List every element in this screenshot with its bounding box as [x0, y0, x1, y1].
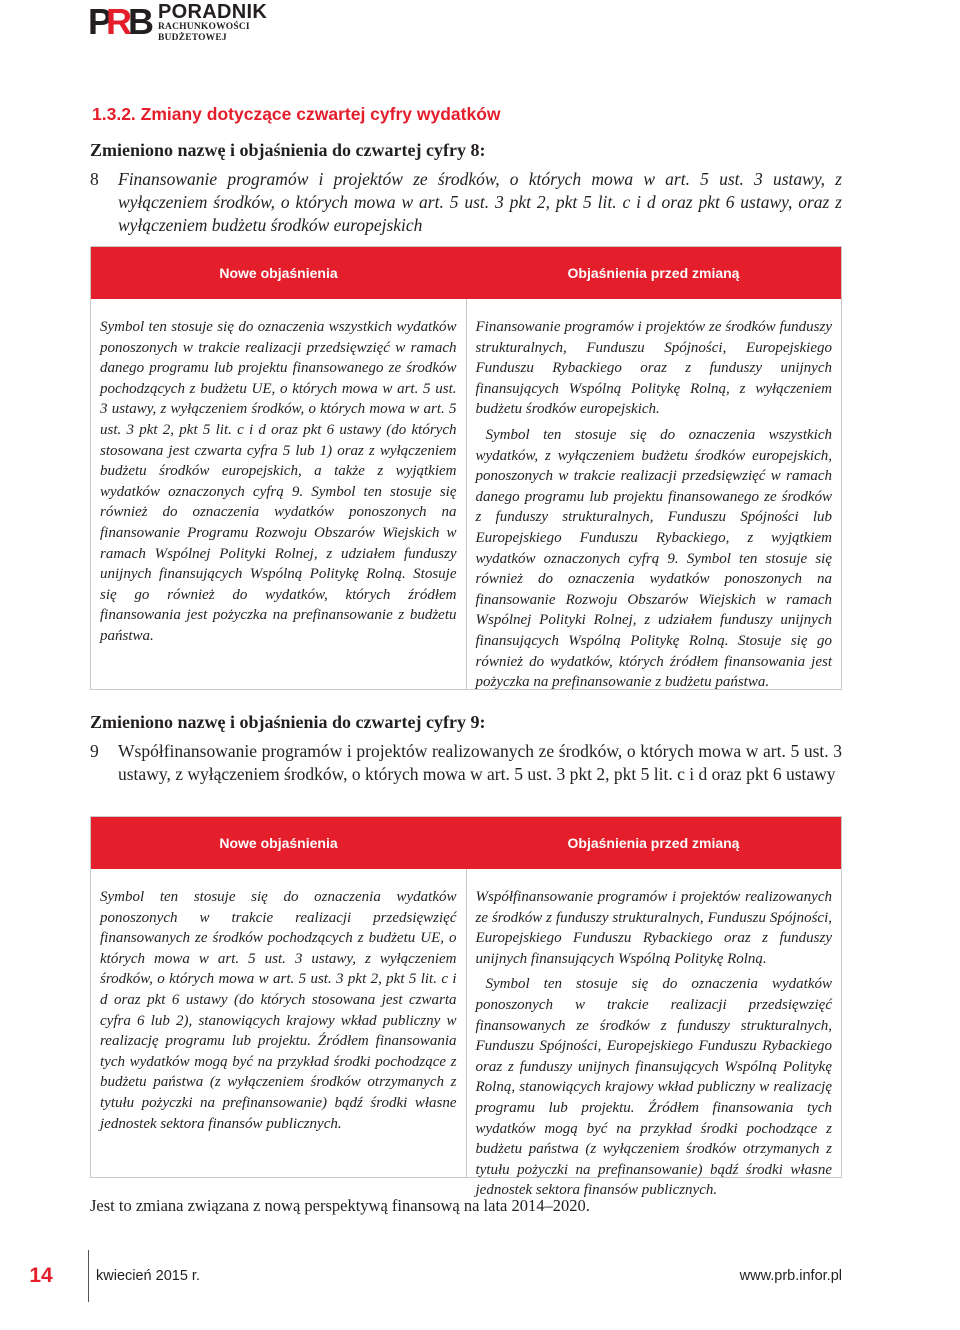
- logo-line2: RACHUNKOWOŚCI: [158, 22, 250, 32]
- part1-col-old: Objaśnienia przed zmianą: [567, 265, 740, 281]
- part2-item-number: 9: [90, 741, 99, 761]
- part1-item: [90, 168, 842, 237]
- part2-table: [90, 816, 842, 1199]
- part2-table-body: [91, 869, 841, 1199]
- footer-divider: [88, 1250, 89, 1302]
- part2-item-text: Współfinansowanie programów i projektów realizowanych ze środków, o których mowa w art. 5 ust. 3 ustawy, z wyłączeniem środków, o których mowa w art. 5 ust. 3 pkt 2, pkt 5 lit. c i d oraz pkt 6 ustawy: [118, 741, 842, 784]
- part1-cell-old: [466, 299, 842, 689]
- logo-line3: BUDŻETOWEJ: [158, 32, 227, 43]
- part2-heading: Zmieniono nazwę i objaśnienia do czwartej cyfry 9:: [90, 712, 486, 732]
- section-title: 1.3.2. Zmiany dotyczące czwartej cyfry wydatków: [92, 104, 501, 124]
- svg-text:P: P: [88, 1, 109, 40]
- part2-table-header: [91, 817, 841, 869]
- publication-logo: [88, 0, 268, 43]
- part2-cell-old: [466, 869, 842, 1199]
- svg-text:R: R: [106, 1, 128, 40]
- logo-text: [158, 2, 267, 43]
- part1-old-paragraph: Finansowanie programów i projektów ze środków funduszy strukturalnych, Funduszu Spójności, Europejskiego Funduszu Rybackiego oraz z funduszy unijnych finansujących Wspólną Politykę Rolną, z wyłączeniem budżetu środków europejskich.: [475, 319, 832, 418]
- part1-item-text: Finansowanie programów i projektów ze środków, o których mowa w art. 5 ust. 3 ustawy, z wyłączeniem środków, o których mowa w art. 5 ust. 3 pkt 2, pkt 5 lit. c i d oraz pkt 6 ustawy, oraz z wyłączeniem budżetu środków europejskich: [118, 169, 842, 235]
- part1-item-number: 8: [90, 169, 99, 189]
- closing-text: Jest to zmiana związana z nową perspektywą finansową na lata 2014–2020.: [90, 1196, 590, 1215]
- page-number: 14: [29, 1264, 53, 1287]
- part1-cell-new: [91, 299, 466, 689]
- part2-old-paragraph: Współfinansowanie programów i projektów realizowanych ze środków z funduszy strukturalnych, Funduszu Spójności, Europejskiego Funduszu Rybackiego oraz z funduszy unijnych finansujących Wspólną Politykę Rolną.: [475, 889, 832, 967]
- part2-old-paragraph: Symbol ten stosuje się do oznaczenia wydatków ponoszonych w trakcie realizacji przedsięwzięć finansowanych ze środków z funduszy strukturalnych, Funduszu Spójności, Europejskiego Funduszu Rybackiego oraz z funduszy unijnych finansujących Wspólną Politykę Rolną, stanowiących krajowy wkład publiczny w realizację programu lub projektu. Źródłem finansowania tych wydatków mogą być na przykład środki pochodzące z budżetu państwa (z wyłączeniem środków otrzymanych z tytułu pożyczki na prefinansowanie) bądź środki własne jednostek sektora finansów publicznych.: [475, 976, 832, 1199]
- part1-heading: Zmieniono nazwę i objaśnienia do czwartej cyfry 8:: [90, 140, 486, 160]
- part2-new-paragraph: Symbol ten stosuje się do oznaczenia wydatków ponoszonych w trakcie realizacji przedsięwzięć finansowanych ze środków pochodzących z budżetu UE, o których mowa w art. 5 ust. 3 ustawy, z wyłączeniem środków, o których mowa w art. 5 ust. 3 pkt 2, pkt 5 lit. c i d oraz pkt 6 ustawy (do których stosowana jest czwarta cyfra 6 lub 2), stanowiących krajowy wkład publiczny w realizację programu lub projektu. Źródłem finansowania tych wydatków mogą być na przykład środki pochodzące z budżetu państwa (z wyłączeniem środków otrzymanych z tytułu pożyczki na prefinansowanie) bądź środki własne jednostek sektora finansów publicznych.: [100, 889, 457, 1132]
- svg-text:B: B: [128, 1, 150, 40]
- part1-table: [90, 246, 842, 690]
- footer-date: kwiecień 2015 r.: [96, 1268, 200, 1284]
- part2-item: [90, 740, 842, 786]
- part2-cell-new: [91, 869, 466, 1177]
- prb-logo-icon: [88, 0, 154, 40]
- part1-old-paragraph: Symbol ten stosuje się do oznaczenia wszystkich wydatków, z wyłączeniem budżetu środków europejskich, ponoszonych w trakcie realizacji przedsięwzięć w ramach danego programu lub projektu finansowanego ze środków z funduszy strukturalnych, Funduszu Spójności lub Europejskiego Funduszu Rybackiego, z wyjątkiem wydatków oznaczonych cyfrą 9. Symbol ten stosuje się również do oznaczenia wydatków ponoszonych na finansowanie Rozwoju Obszarów Wiejskich w ramach Wspólnej Polityki Rolnej, z udziałem funduszy unijnych finansujących Wspólną Politykę Rolną. Stosuje się go również do wydatków, których źródłem finansowania jest pożyczka na prefinansowanie z budżetu państwa.: [475, 426, 832, 691]
- part1-table-body: [91, 299, 841, 689]
- part1-col-new: Nowe objaśnienia: [219, 265, 338, 281]
- part1-new-paragraph: Symbol ten stosuje się do oznaczenia wszystkich wydatków ponoszonych w trakcie realizacji przedsięwzięć w ramach danego programu lub projektu finansowanego ze środków pochodzących z budżetu UE, o których mowa w art. 5 ust. 3 ustawy, z wyłączeniem środków, o których mowa w art. 5 ust. 3 pkt 2, pkt 5 lit. c i d oraz pkt 6 ustawy (do których stosowana jest czwarta cyfra 5 lub 1) oraz z wyłączeniem budżetu środków europejskich, a także z wyjątkiem wydatków oznaczonych cyfrą 9. Symbol ten stosuje się również do oznaczenia wydatków ponoszonych na finansowanie Programu Rozwoju Obszarów Wiejskich w ramach Wspólnej Polityki Rolnej, z udziałem funduszy unijnych finansujących Wspólną Politykę Rolną. Stosuje się go również do wydatków, których źródłem finansowania jest pożyczka na prefinansowanie z budżetu państwa.: [100, 319, 457, 644]
- part2-col-old: Objaśnienia przed zmianą: [567, 835, 740, 851]
- part2-col-new: Nowe objaśnienia: [219, 835, 338, 851]
- logo-line1: PORADNIK: [158, 1, 268, 23]
- footer-url[interactable]: www.prb.infor.pl: [739, 1268, 842, 1284]
- part1-table-header: [91, 247, 841, 299]
